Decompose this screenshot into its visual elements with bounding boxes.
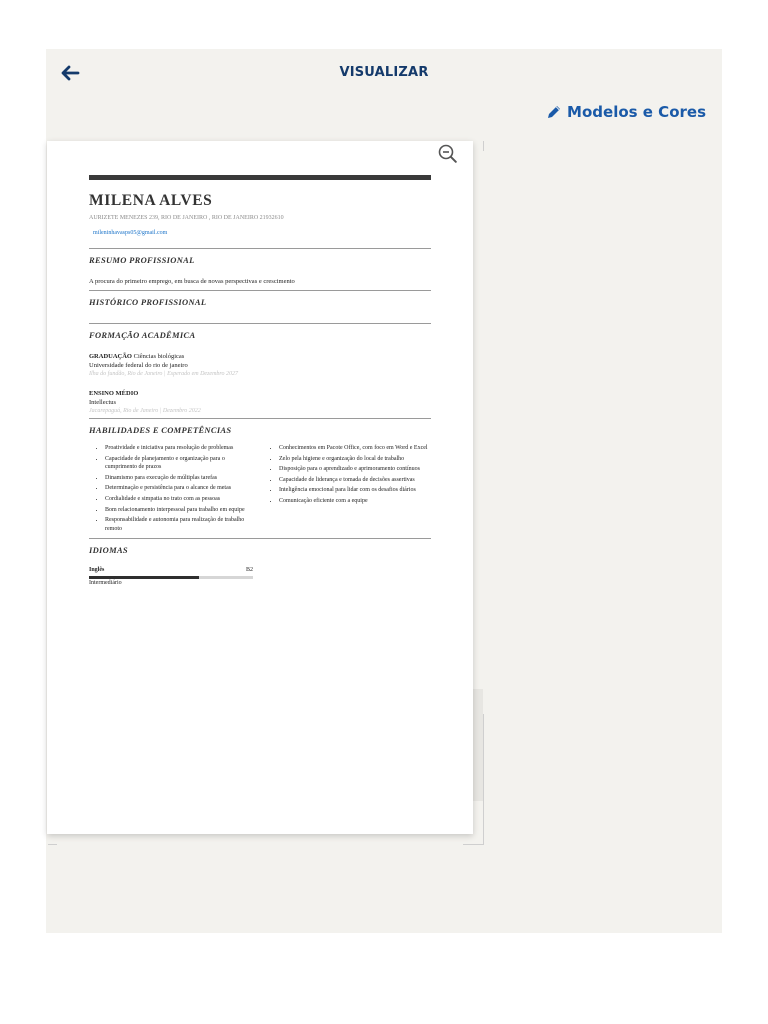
skill-item: • Bom relacionamento interpessoal para trabalho em equipe xyxy=(105,506,257,515)
skill-item: • Proatividade e iniciativa para resolução de problemas xyxy=(105,444,257,453)
page-edge xyxy=(473,689,483,801)
languages-title: IDIOMAS xyxy=(89,545,128,556)
resume-preview[interactable] xyxy=(47,141,473,834)
education-degree: GRADUAÇÃO xyxy=(89,353,132,360)
page-edge xyxy=(483,714,484,844)
language-proficiency-bar xyxy=(89,576,253,579)
skill-item: • Dinamismo para execução de múltiplas tarefas xyxy=(105,474,257,483)
skill-item: • Inteligência emocional para lidar com os desafios diários xyxy=(279,486,431,495)
language-level: B2 xyxy=(245,567,253,574)
education-school: Universidade federal do rio de janeiro xyxy=(89,362,188,369)
education-item xyxy=(89,352,431,379)
page-edge xyxy=(48,844,57,845)
page-edge xyxy=(483,141,484,151)
zoom-out-button[interactable] xyxy=(437,143,459,165)
skill-item: • Cordialidade e simpatia no trato com as pessoas xyxy=(105,495,257,504)
education-meta: Ilha do fundão, Rio de Janeiro | Esperado em Dezembro 2027 xyxy=(89,371,239,377)
section-divider xyxy=(89,248,431,249)
section-divider xyxy=(89,323,431,324)
skills-column-right xyxy=(263,444,431,535)
education-item xyxy=(89,389,431,416)
models-and-colors-label: Modelos e Cores xyxy=(567,103,706,121)
skills-list xyxy=(89,444,431,535)
resume-email: mileninhavasps05@gmail.com xyxy=(93,230,168,236)
app-canvas xyxy=(46,49,722,933)
skill-item: • Disposição para o aprendizado e aprimoramento contínuos xyxy=(279,465,431,474)
page-edge xyxy=(463,844,484,845)
education-degree: ENSINO MÉDIO xyxy=(89,390,139,397)
section-divider xyxy=(89,290,431,291)
skill-item: • Conhecimentos em Pacote Office, com foco em Word e Excel xyxy=(279,444,431,453)
language-proficiency-fill xyxy=(89,576,199,579)
education-degree-line xyxy=(89,352,431,361)
section-divider xyxy=(89,538,431,539)
resume-content xyxy=(89,191,431,588)
skill-item: • Responsabilidade e autonomia para realização de trabalho remoto xyxy=(105,516,257,533)
education-field: Ciências biológicas xyxy=(133,353,185,360)
education-meta: Jacarepaguá, Rio de Janeiro | Dezembro 2022 xyxy=(89,408,201,414)
skill-item: • Determinação e persistência para o alcance de metas xyxy=(105,484,257,493)
education-school: Intellectus xyxy=(89,399,117,406)
language-row xyxy=(89,566,253,575)
language-item xyxy=(89,566,431,588)
skill-item: • Comunicação eficiente com a equipe xyxy=(279,497,431,506)
zoom-out-icon xyxy=(437,143,459,165)
summary-text: A procura do primeiro emprego, em busca de novas perspectivas e crescimento xyxy=(89,278,295,285)
skill-item: • Capacidade de liderança e tomada de decisões assertivas xyxy=(279,476,431,485)
education-title: FORMAÇÃO ACADÊMICA xyxy=(89,330,196,340)
resume-address: AURIZETE MENEZES 239, RIO DE JANEIRO , RIO DE JANEIRO 21932610 xyxy=(89,215,284,221)
language-name: Inglês xyxy=(89,567,105,574)
summary-title: RESUMO PROFISSIONAL xyxy=(89,255,195,265)
skill-item: • Capacidade de planejamento e organização para o cumprimento de prazos xyxy=(105,455,257,472)
skills-title: HABILIDADES E COMPETÊNCIAS xyxy=(89,425,232,435)
language-label: Intermediário xyxy=(89,580,122,587)
skills-column-left xyxy=(89,444,257,535)
models-and-colors-button[interactable] xyxy=(546,103,706,121)
page-title: VISUALIZAR xyxy=(339,65,429,80)
pencil-icon xyxy=(546,104,562,120)
skill-item: • Zelo pela higiene e organização do local de trabalho xyxy=(279,455,431,464)
section-divider xyxy=(89,418,431,419)
history-title: HISTÓRICO PROFISSIONAL xyxy=(89,297,207,307)
resume-name: MILENA ALVES xyxy=(89,192,213,209)
header-bar xyxy=(89,175,431,180)
